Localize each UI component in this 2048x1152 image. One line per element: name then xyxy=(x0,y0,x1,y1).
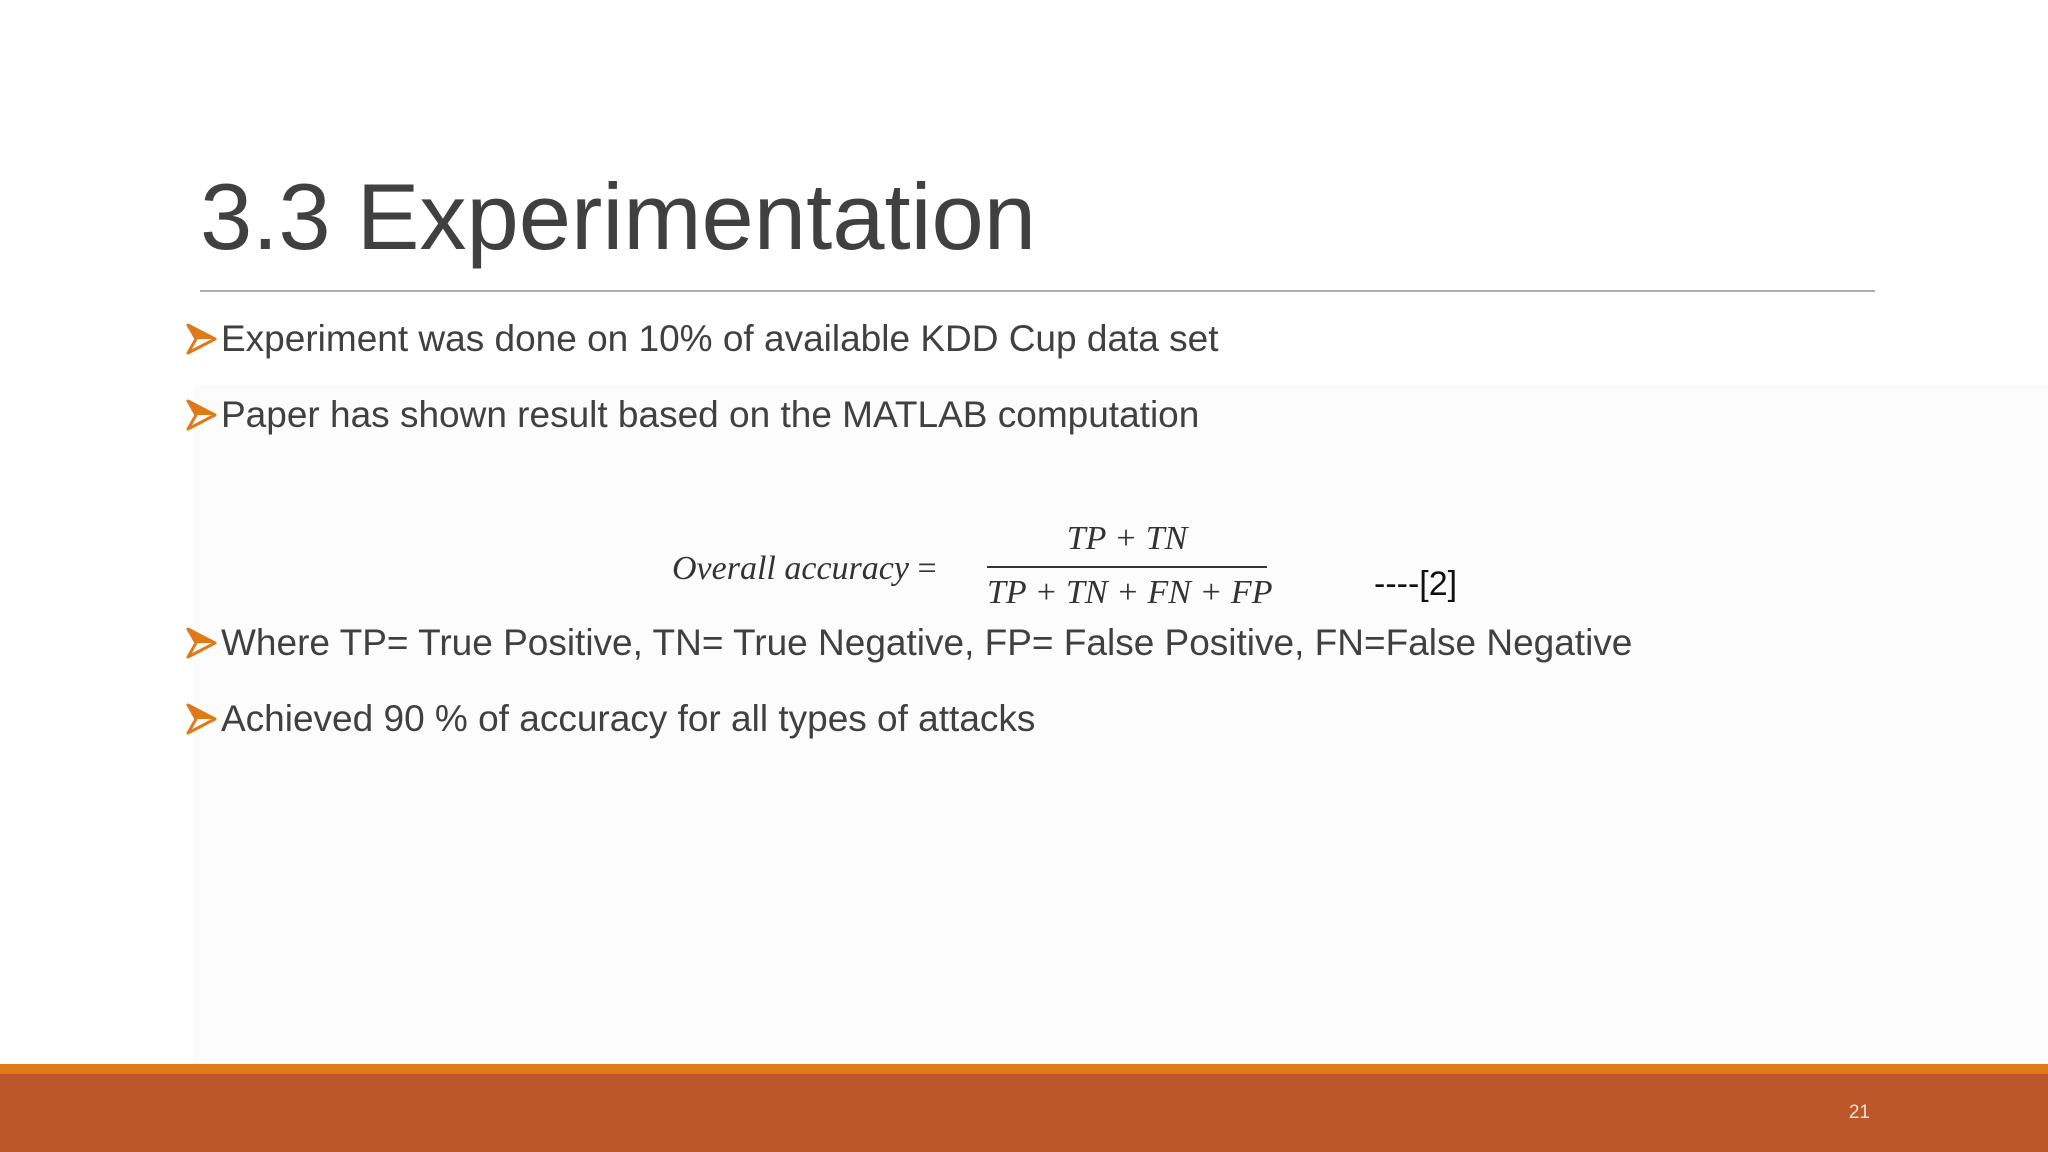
accuracy-formula xyxy=(672,518,1312,618)
bullet-item xyxy=(185,318,1219,360)
bullet-item xyxy=(185,698,1035,740)
formula-fraction xyxy=(987,518,1273,614)
bullet-text: Experiment was done on 10% of available KDD Cup data set xyxy=(221,318,1219,359)
footer-bar xyxy=(0,1074,2048,1152)
formula-denominator: TP + TN + FN + FP xyxy=(987,574,1273,611)
slide-title: 3.3 Experimentation xyxy=(200,164,1037,269)
bullet-text: Achieved 90 % of accuracy for all types of attacks xyxy=(221,698,1036,739)
title-divider xyxy=(200,290,1875,292)
formula-numerator: TP + TN xyxy=(1066,520,1188,557)
arrow-bullet-icon xyxy=(185,395,219,435)
bullet-text: Where TP= True Positive, TN= True Negative, FP= False Positive, FN=False Negative xyxy=(221,622,1633,663)
formula-equals: = xyxy=(917,550,937,587)
bullet-text: Paper has shown result based on the MATLAB computation xyxy=(221,394,1200,435)
formula-lhs-text: Overall accuracy xyxy=(672,550,909,587)
arrow-bullet-icon xyxy=(185,319,219,359)
fraction-bar xyxy=(987,566,1267,568)
page-number: 21 xyxy=(1848,1102,1870,1123)
arrow-bullet-icon xyxy=(185,623,219,663)
footer-stripe xyxy=(0,1064,2048,1074)
bullet-item xyxy=(185,394,1199,436)
bullet-item xyxy=(185,622,1632,664)
arrow-bullet-icon xyxy=(185,699,219,739)
formula-reference: ----[2] xyxy=(1374,565,1458,603)
formula-lhs xyxy=(672,550,937,588)
